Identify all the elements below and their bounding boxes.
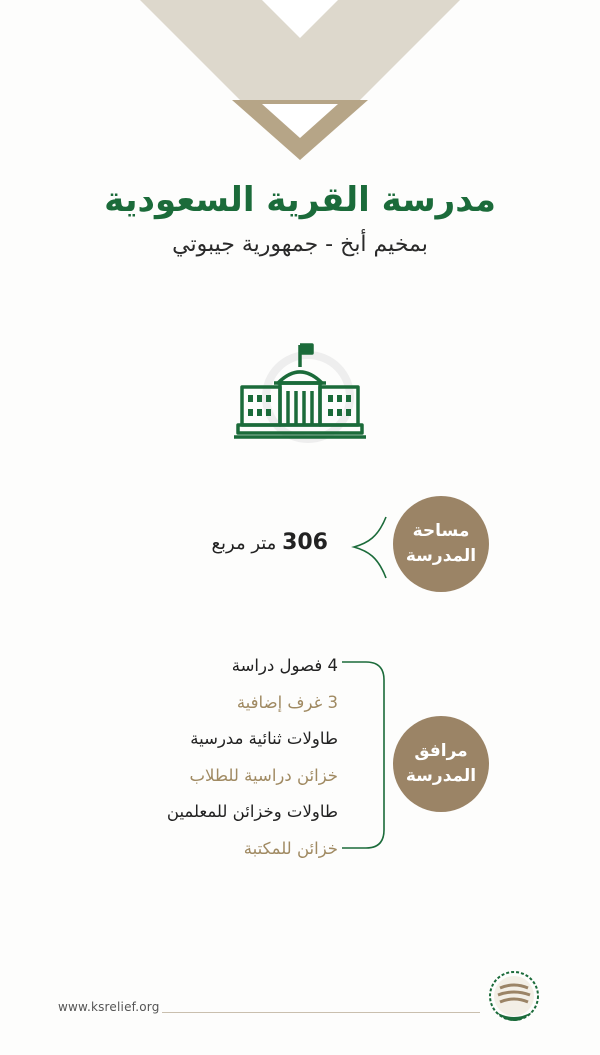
page-subtitle: بمخيم أبخ - جمهورية جيبوتي — [172, 232, 428, 257]
page-title: مدرسة القرية السعودية — [104, 180, 496, 220]
area-label-line1: مساحة — [412, 520, 470, 541]
facilities-bracket — [340, 660, 390, 850]
top-triangle-accent — [0, 0, 600, 170]
government-building-icon — [230, 335, 370, 455]
facilities-label-circle — [393, 716, 489, 812]
facility-item: 3 غرف إضافية — [236, 692, 338, 712]
facility-item: طاولات وخزائن للمعلمين — [166, 802, 338, 821]
facilities-label-line2: المدرسة — [405, 766, 477, 786]
facilities-label-line1: مرافق — [414, 740, 468, 761]
footer-url[interactable]: www.ksrelief.org — [58, 1000, 160, 1014]
facility-item: طاولات ثنائية مدرسية — [190, 729, 338, 748]
facility-item: 4 فصول دراسة — [231, 656, 338, 675]
facility-item: خزائن للمكتبة — [243, 838, 338, 858]
area-value — [211, 530, 328, 555]
area-label-circle — [393, 496, 489, 592]
area-number: 306 — [282, 530, 328, 555]
ksrelief-logo — [486, 970, 542, 1030]
area-unit: متر مربع — [211, 533, 277, 554]
area-label-line2: المدرسة — [405, 546, 477, 566]
facility-item: خزائن دراسية للطلاب — [189, 765, 338, 785]
footer-divider — [162, 1012, 480, 1013]
facilities-list — [167, 648, 338, 867]
area-bracket — [350, 515, 390, 580]
